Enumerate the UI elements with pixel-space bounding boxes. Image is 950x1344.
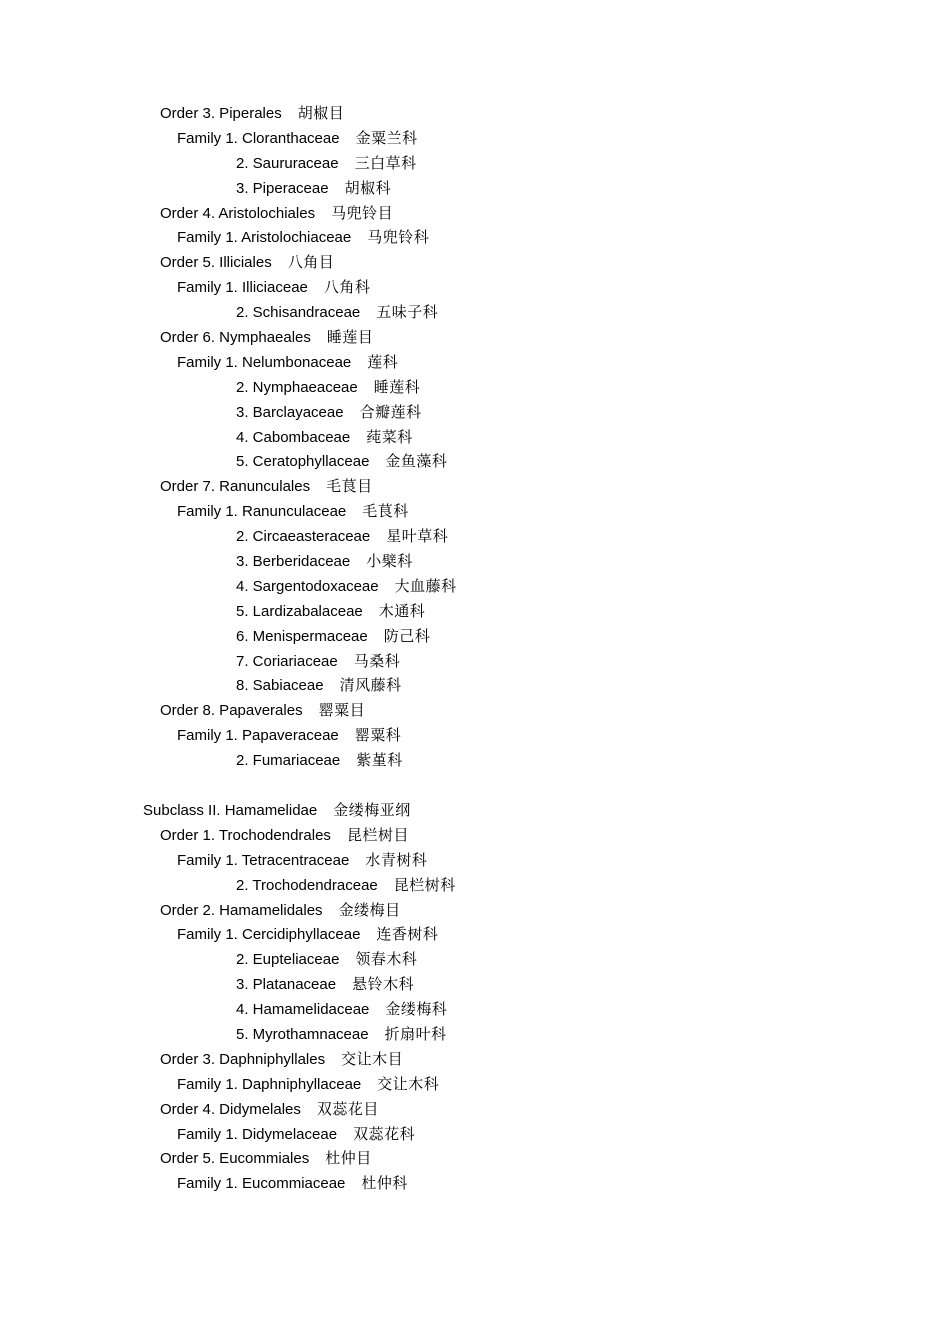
latin-name: 3. Piperaceae [236,179,329,197]
chinese-name: 莲科 [367,352,399,371]
item-line [0,997,950,1022]
chinese-name: 合瓣莲科 [359,402,422,421]
latin-name: 4. Cabombaceae [236,428,351,446]
blank-line [0,773,950,798]
latin-name: 6. Menispermaceae [236,627,368,645]
latin-name: Order 5. Illiciales [160,254,272,272]
latin-name: Family 1. Papaveraceae [177,727,339,745]
chinese-name: 防己科 [383,626,431,645]
taxonomy-document [0,101,950,1196]
family-line [0,275,950,300]
item-line [0,624,950,649]
latin-name: Order 1. Trochodendrales [160,826,331,844]
latin-name: Order 3. Daphniphyllales [160,1050,326,1068]
item-entry [236,524,448,550]
item-line [0,425,950,450]
order-entry [160,201,393,227]
item-entry [236,151,417,177]
latin-name: 3. Barclayaceae [236,403,344,421]
order-entry [160,250,334,276]
chinese-name: 水青树科 [365,850,428,869]
item-entry [236,1022,447,1048]
chinese-name: 小檗科 [366,552,413,571]
chinese-name: 杜仲科 [361,1174,408,1193]
latin-name: Family 1. Cloranthaceae [177,129,340,147]
subclass-entry [143,798,411,824]
chinese-name: 罂粟科 [354,726,402,745]
order-line [0,1097,950,1122]
latin-name: Family 1. Daphniphyllaceae [177,1075,362,1093]
latin-name: Family 1. Nelumbonaceae [177,353,352,371]
chinese-name: 清风藤科 [339,676,402,695]
latin-name: 2. Circaeasteraceae [236,528,371,546]
family-entry [177,275,370,301]
item-entry [236,649,400,675]
order-line [0,1047,950,1072]
item-line [0,300,950,325]
latin-name: 3. Berberidaceae [236,553,351,571]
chinese-name: 折扇叶科 [384,1024,447,1043]
chinese-name: 八角目 [287,253,335,272]
chinese-name: 睡莲目 [326,328,374,347]
order-entry [160,698,365,724]
item-line [0,549,950,574]
family-entry [177,1122,415,1148]
chinese-name: 胡椒科 [344,178,392,197]
chinese-name: 领春木科 [355,950,418,969]
chinese-name: 马桑科 [353,651,401,670]
family-line [0,350,950,375]
family-entry [177,225,429,251]
order-entry [160,1047,403,1073]
chinese-name: 五味子科 [376,303,439,322]
chinese-name: 杜仲目 [325,1149,372,1168]
item-line [0,524,950,549]
latin-name: 5. Lardizabalaceae [236,602,363,620]
order-line [0,325,950,350]
chinese-name: 金鱼藻科 [385,452,448,471]
chinese-name: 悬铃木科 [352,975,415,994]
item-line [0,748,950,773]
family-line [0,723,950,748]
item-line [0,449,950,474]
family-line [0,225,950,250]
order-entry [160,325,373,351]
chinese-name: 交让木科 [377,1074,440,1093]
latin-name: Order 4. Didymelales [160,1100,301,1118]
family-line [0,1171,950,1196]
chinese-name: 金缕梅科 [385,1000,448,1019]
item-entry [236,997,447,1023]
chinese-name: 大血藤科 [394,576,457,595]
item-line [0,574,950,599]
latin-name: 8. Sabiaceae [236,677,324,695]
chinese-name: 昆栏树目 [346,825,409,844]
latin-name: Order 6. Nymphaeales [160,329,311,347]
latin-name: Family 1. Aristolochiaceae [177,229,352,247]
family-entry [177,126,418,152]
latin-name: 2. Nymphaeaceae [236,378,358,396]
chinese-name: 胡椒目 [297,104,345,122]
chinese-name: 连香树科 [376,925,439,944]
family-line [0,126,950,151]
item-line [0,673,950,698]
latin-name: Subclass II. Hamamelidae [143,801,318,819]
chinese-name: 金缕梅目 [338,900,401,919]
family-line [0,848,950,873]
chinese-name: 金缕梅亚纲 [333,800,411,819]
item-line [0,400,950,425]
family-line [0,1072,950,1097]
family-line [0,499,950,524]
family-entry [177,1171,408,1197]
chinese-name: 金粟兰科 [355,128,418,147]
order-entry [160,474,373,500]
latin-name: Order 3. Piperales [160,105,282,122]
order-line [0,201,950,226]
chinese-name: 昆栏树科 [393,875,456,894]
item-entry [236,449,447,475]
item-line [0,947,950,972]
item-entry [236,574,457,600]
order-line [0,101,950,126]
latin-name: Family 1. Tetracentraceae [177,851,350,869]
item-line [0,649,950,674]
order-line [0,474,950,499]
latin-name: 2. Saururaceae [236,154,339,172]
chinese-name: 双蕊花目 [316,1099,379,1118]
item-entry [236,673,402,699]
latin-name: 5. Ceratophyllaceae [236,453,370,471]
item-entry [236,972,414,998]
item-entry [236,873,456,899]
latin-name: Order 8. Papaverales [160,702,303,720]
latin-name: Family 1. Eucommiaceae [177,1175,346,1193]
chinese-name: 睡莲科 [373,377,421,396]
family-entry [177,922,438,948]
item-line [0,873,950,898]
chinese-name: 马兜铃目 [331,203,394,222]
item-entry [236,599,425,625]
order-line [0,698,950,723]
item-entry [236,947,417,973]
latin-name: 5. Myrothamnaceae [236,1025,369,1043]
latin-name: 2. Trochodendraceae [236,876,378,894]
chinese-name: 罂粟目 [318,701,366,720]
item-entry [236,176,391,202]
subclass-line [0,798,950,823]
latin-name: 4. Sargentodoxaceae [236,577,379,595]
latin-name: 3. Platanaceae [236,976,337,994]
item-entry [236,300,438,326]
latin-name: 2. Eupteliaceae [236,951,340,969]
chinese-name: 紫堇科 [356,751,403,770]
latin-name: Family 1. Cercidiphyllaceae [177,926,361,944]
family-line [0,1122,950,1147]
latin-name: Family 1. Didymelaceae [177,1125,338,1143]
latin-name: 2. Schisandraceae [236,304,361,322]
order-entry [160,1146,372,1172]
item-entry [236,624,430,650]
item-entry [236,748,403,774]
order-line [0,823,950,848]
chinese-name: 莼菜科 [366,427,413,446]
chinese-name: 双蕊花科 [353,1124,416,1143]
item-entry [236,375,420,401]
order-entry [160,823,409,849]
family-entry [177,723,401,749]
chinese-name: 交让木目 [341,1049,404,1068]
order-entry [160,1097,379,1123]
item-line [0,972,950,997]
item-line [0,599,950,624]
chinese-name: 毛茛目 [326,477,373,496]
latin-name: Order 7. Ranunculales [160,478,311,496]
family-entry [177,848,427,874]
latin-name: 2. Fumariaceae [236,752,341,770]
family-entry [177,499,409,525]
latin-name: Order 5. Eucommiales [160,1150,310,1168]
order-entry [160,898,401,924]
latin-name: Family 1. Ranunculaceae [177,503,347,521]
item-entry [236,425,413,451]
item-entry [236,400,422,426]
family-entry [177,350,398,376]
item-line [0,375,950,400]
order-line [0,1146,950,1171]
order-entry [160,101,344,127]
chinese-name: 木通科 [378,601,426,620]
latin-name: Family 1. Illiciaceae [177,279,308,297]
item-line [0,1022,950,1047]
item-line [0,176,950,201]
item-line [0,151,950,176]
chinese-name: 三白草科 [354,153,417,172]
chinese-name: 毛茛科 [362,502,409,521]
chinese-name: 星叶草科 [386,527,449,546]
chinese-name: 八角科 [323,278,371,297]
chinese-name: 马兜铃科 [367,228,430,247]
order-line [0,250,950,275]
latin-name: Order 2. Hamamelidales [160,901,323,919]
family-entry [177,1072,439,1098]
order-line [0,898,950,923]
latin-name: 7. Coriariaceae [236,652,338,670]
family-line [0,922,950,947]
latin-name: Order 4. Aristolochiales [160,204,316,222]
item-entry [236,549,413,575]
latin-name: 4. Hamamelidaceae [236,1001,370,1019]
